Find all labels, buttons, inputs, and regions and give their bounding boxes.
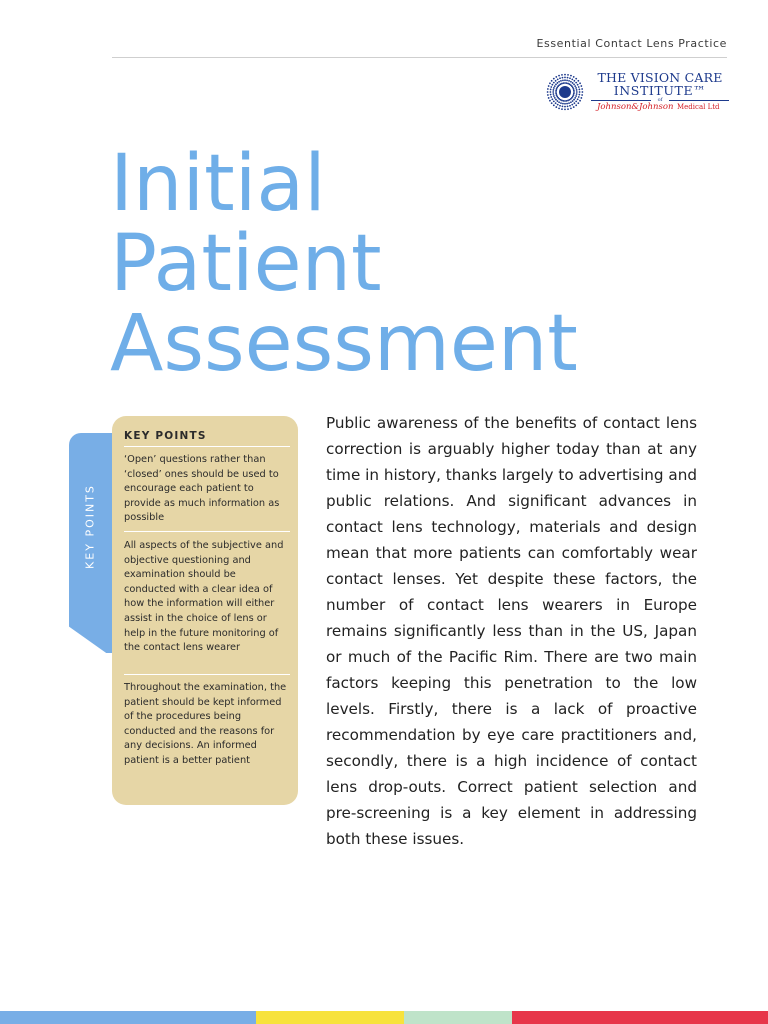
key-points-heading: KEY POINTS [124, 430, 207, 442]
running-header: Essential Contact Lens Practice [536, 37, 727, 50]
key-points-box [112, 416, 298, 805]
title-line-3: Assessment [110, 299, 578, 389]
footer-bar-red [512, 1011, 768, 1024]
title-line-1: Initial [110, 139, 326, 229]
footer-bar-green [404, 1011, 512, 1024]
logo-suffix: Medical Ltd [677, 103, 720, 111]
key-points-tab-text: KEY POINTS [83, 484, 97, 569]
key-points-rule [124, 531, 290, 532]
key-point-item: ‘Open’ questions rather than ‘closed’ ones should be used to encourage each patient to provide as much information as possible [124, 454, 280, 524]
key-points-rule [124, 446, 290, 447]
title-line-2: Patient [110, 219, 382, 309]
page-title [110, 139, 578, 389]
key-points-rule [124, 674, 290, 675]
body-paragraph: Public awareness of the benefits of contact lens correction is arguably higher today than at any time in history, thanks largely to advertising and public relations. And significant advances in contact lens technology, materials and design mean that more patients can comfortably wear contact lenses. Yet despite these factors, the number of contact lens wearers in Europe remains significantly less than in the US, Japan or much of the Pacific Rim. There are two main factors keeping this penetration to the low levels. Firstly, there is a lack of proactive recommendation by eye care practitioners and, secondly, there is a high incidence of contact lens drop-outs. Correct patient selection and pre-screening is a key element in addressing both these issues. [326, 414, 697, 848]
key-point-item: Throughout the examination, the patient should be kept informed of the procedures being conducted and the reasons for any decisions. An informed patient is a better patient [124, 682, 287, 766]
sunburst-logo-icon [543, 70, 587, 114]
footer-bar-blue [0, 1011, 256, 1024]
logo-line-2: INSTITUTE™ [613, 83, 707, 98]
logo-company: Johnson&Johnson [597, 102, 674, 112]
header-rule [112, 57, 727, 58]
footer-bar-yellow [256, 1011, 404, 1024]
key-point-item: All aspects of the subjective and objective questioning and examination should be conducted with a clear idea of how the information will either assist in the choice of lens or help in the future monitoring of the contact lens wearer [124, 540, 284, 654]
vision-care-institute-logo [543, 70, 733, 116]
logo-of: of [657, 97, 663, 103]
logo-rule-right [669, 100, 729, 101]
logo-line-1: THE VISION CARE [597, 70, 723, 85]
